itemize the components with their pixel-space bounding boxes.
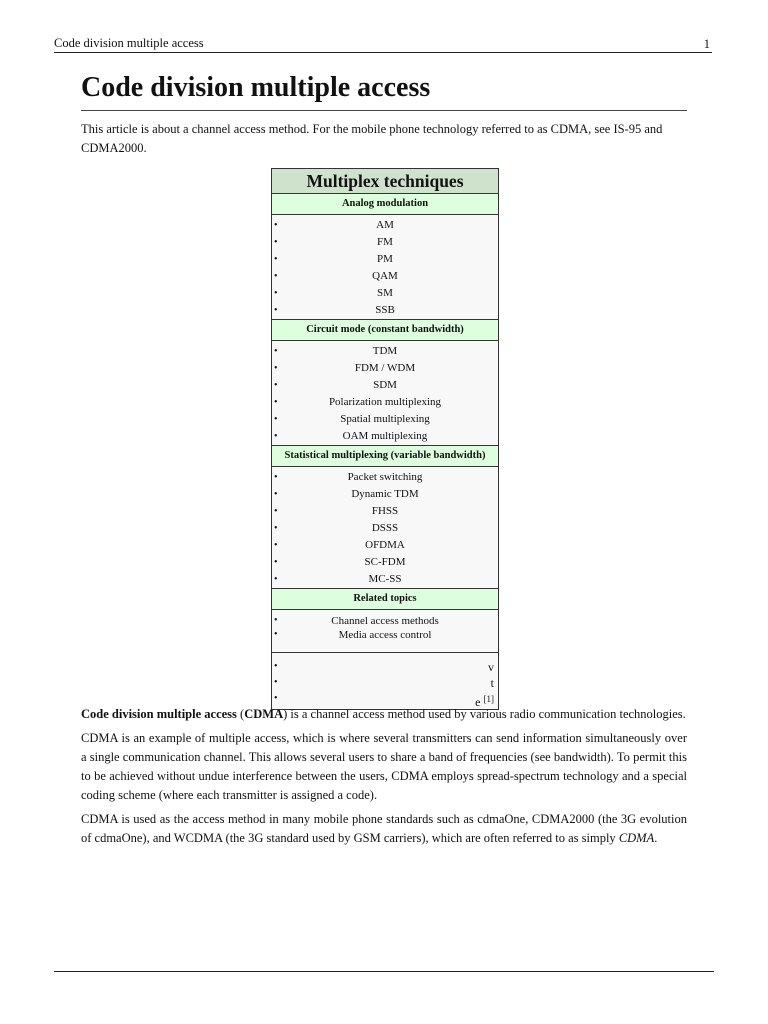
page-number: 1 <box>703 37 710 51</box>
article-body <box>81 705 687 853</box>
navbox-item[interactable]: • FM <box>272 234 498 251</box>
navbox-group-heading: Analog modulation <box>272 194 498 215</box>
reference-marker[interactable]: [1] <box>483 694 494 704</box>
navbox-group-list <box>272 610 498 653</box>
navbox-group-heading: Circuit mode (constant bandwidth) <box>272 319 498 341</box>
navbox-item[interactable]: • QAM <box>272 268 498 285</box>
navbox-item[interactable]: • SSB <box>272 302 498 319</box>
bullet-icon: • <box>274 489 278 500</box>
bullet-icon: • <box>274 305 278 316</box>
bullet-icon: • <box>274 380 278 391</box>
bullet-icon: • <box>274 574 278 585</box>
bullet-icon: • <box>274 523 278 534</box>
bullet-icon: • <box>274 506 278 517</box>
body-paragraph: CDMA is used as the access method in many mobile phone standards such as cdmaOne, CDMA2000 (the 3G evolution of cdmaOne), and WCDMA (the 3G standard used by GSM carriers), which are often referred to as simply CDMA. <box>81 812 687 845</box>
navbox-item[interactable]: • Polarization multiplexing <box>272 394 498 411</box>
bullet-icon: • <box>274 472 278 483</box>
emphasis: CDMA <box>618 831 655 845</box>
running-header-title: Code division multiple access <box>54 36 204 50</box>
bullet-icon: • <box>274 271 278 282</box>
bullet-icon: • <box>274 237 278 248</box>
body-paragraph: CDMA is an example of multiple access, which is where several transmitters can send information simultaneously over a single communication channel. This allows several users to share a band of frequencies (see bandwidth). To permit this to be achieved without undue interference between the users, CDMA employs spread-spectrum technology and a special coding scheme (where each transmitter is assigned a code). <box>81 731 687 802</box>
bullet-icon: • <box>274 363 278 374</box>
multiplex-navbox <box>271 168 499 710</box>
vte-view-link[interactable]: • v <box>274 660 494 674</box>
bullet-icon: • <box>274 661 278 672</box>
bullet-icon: • <box>274 540 278 551</box>
page-title: Code division multiple access <box>81 70 687 111</box>
vte-talk-link[interactable]: • t <box>274 676 494 690</box>
navbox-group-heading: Statistical multiplexing (variable bandwidth) <box>272 445 498 467</box>
bullet-icon: • <box>274 220 278 231</box>
navbox-item[interactable]: • Dynamic TDM <box>272 486 498 503</box>
bullet-icon: • <box>274 397 278 408</box>
navbox-item[interactable]: • SDM <box>272 377 498 394</box>
navbox-item[interactable]: • OAM multiplexing <box>272 428 498 445</box>
article-abbreviation: CDMA <box>244 707 284 721</box>
navbox-group-list <box>272 467 498 588</box>
navbox-item[interactable]: • FHSS <box>272 503 498 520</box>
bullet-icon: • <box>274 677 278 688</box>
navbox-group-list <box>272 215 498 319</box>
navbox-group-list <box>272 341 498 445</box>
footer-rule <box>54 971 714 972</box>
navbox-item[interactable]: • AM <box>272 217 498 234</box>
bullet-icon: • <box>274 557 278 568</box>
navbox-item[interactable]: • Channel access methods <box>274 615 439 627</box>
bullet-icon: • <box>274 629 278 640</box>
vte-edit-link[interactable]: • e [1] <box>274 693 494 709</box>
navbox-item[interactable]: • Media access control <box>274 629 432 641</box>
navbox-item[interactable]: • Spatial multiplexing <box>272 411 498 428</box>
hatnote: This article is about a channel access method. For the mobile phone technology referred to as CDMA, see IS-95 and CDMA2000. <box>81 122 663 155</box>
navbox-item[interactable]: • SC-FDM <box>272 554 498 571</box>
navbox-item[interactable]: • Packet switching <box>272 469 498 486</box>
navbox-item[interactable]: • DSSS <box>272 520 498 537</box>
navbox-item[interactable]: • PM <box>272 251 498 268</box>
navbox-item[interactable]: • TDM <box>272 343 498 360</box>
bullet-icon: • <box>274 615 278 626</box>
navbox-item[interactable]: • MC-SS <box>272 571 498 588</box>
navbox-vte <box>272 653 498 709</box>
bullet-icon: • <box>274 431 278 442</box>
bullet-icon: • <box>274 693 278 704</box>
bullet-icon: • <box>274 288 278 299</box>
bullet-icon: • <box>274 414 278 425</box>
bullet-icon: • <box>274 346 278 357</box>
running-header <box>54 34 712 53</box>
intro-paragraph: Code division multiple access (CDMA) is a channel access method used by various radio communication technologies. <box>81 707 686 721</box>
article-term: Code division multiple access <box>81 707 237 721</box>
navbox-item[interactable]: • FDM / WDM <box>272 360 498 377</box>
navbox-item[interactable]: • OFDMA <box>272 537 498 554</box>
navbox-item[interactable]: • SM <box>272 285 498 302</box>
navbox-group-heading: Related topics <box>272 588 498 610</box>
bullet-icon: • <box>274 254 278 265</box>
navbox-title: Multiplex techniques <box>272 169 498 194</box>
